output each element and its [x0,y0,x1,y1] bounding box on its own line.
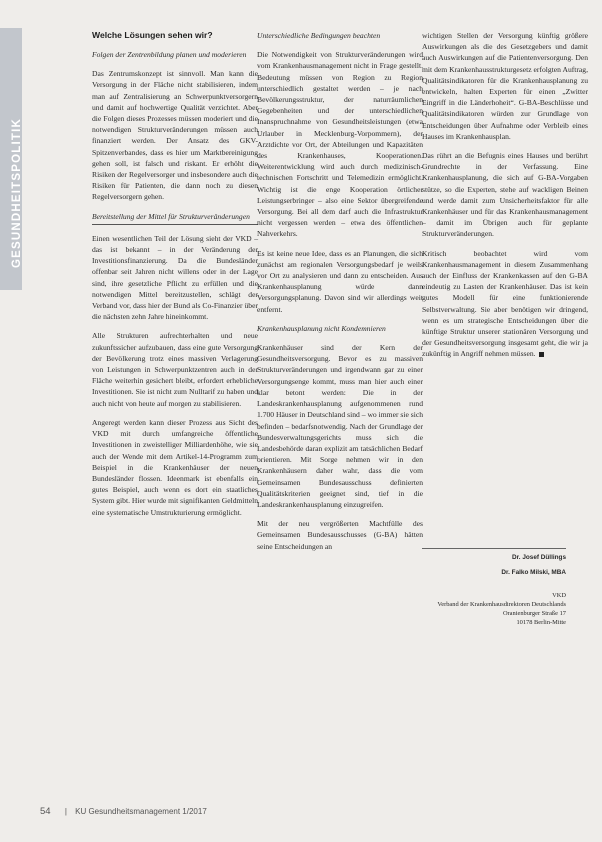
paragraph [422,248,588,360]
section-headline: Welche Lösungen sehen wir? [92,30,213,40]
paragraph: Angeregt werden kann dieser Prozess aus Sicht des VKD mit durch umfangreiche öffentliche Investitionen in zweistelliger Milliardenhöhe, wie sie auch der Wende mit dem Artikel-14-Programm zum Beispiel in die Krankenhäuser der neuen Bundesländer flossen. Ideenmark ist ebenfalls ein gutes Beispiel, auch wenn es dort ein staatliches System gibt. Hier wurde mit signifikanten Geldmitteln eine systematische Umstrukturierung ermöglicht. [92,417,258,517]
paragraph: Einen wesentlichen Teil der Lösung sieht der VKD – das ist bekannt – in der Veränderung der Investitionsfinanzierung. Da die Bundesländer offenbar seit Jahren nicht willens oder in der Lage sind, ihre gesetzliche Pflicht zu erfüllen und die notwendigen Mittel bereitzustellen, schlägt der Verband vor, dass hier der Bund als Co-Finanzier über die nächsten zehn Jahre hineinkommt. [92,233,258,322]
organization-short: VKD [552,592,566,599]
section-subhead: Bereitstellung der Mittel für Strukturveränderungen [92,211,258,225]
text-column-1 [92,30,258,526]
paragraph: Die Notwendigkeit von Strukturveränderungen wird vom Krankenhausmanagement nicht in Frage gestellt. Bedeutung müssen von Region zu Region unterschiedlich gestaltet werden – je nach Bevölkerungsstruktur, der naturräumlichen Gegebenheiten und der unterschiedlichen Inanspruchnahme von Gesundheitsleistungen (etwa Urlauber in Mecklenburg-Vorpommern), der Arztdichte vor Ort, der Abteilungen und Kapazitäten des Krankenhauses, Kooperationen. Weiterentwicklung wird auch durch medizinisch-technischen Fortschritt und Telemedizin ermöglicht. Wichtig ist die enge Kooperation örtlicher Leistungserbringer – also eine Sektor übergreifende Versorgung. Bei all dem darf auch die Infrastruktur nicht vergessen werden – etwa des öffentlichen Nahverkehrs. [257,50,423,239]
author-name: Dr. Josef Düllings [512,554,566,561]
paragraph: Mit der neu vergrößerten Machtfülle des Gemeinsamen Bundesausschusses (G-BA) hätten seine Entscheidungen an [257,519,423,551]
footer-divider: | [64,807,67,816]
section-tab-label: GESUNDHEITSPOLITIK [11,117,23,268]
section-subhead: Unterschiedliche Bedingungen beachten [257,31,381,40]
organization-city: 10178 Berlin-Mitte [516,619,566,626]
text-column-2 [257,30,423,560]
paragraph: wichtigen Stellen der Versorgung künftig größere Auswirkungen als die des Gesetzgebers und damit auch Auswirkungen auf die Patientenversorgung. Den mit dem Krankenhausstrukturgesetz erfolgten Auftrag, Qualitätsindikatoren für die Krankenhausplanung zu entwickeln, halten Experten für einen „Zwitter Eingriff in die Länderhoheit“. G-BA-Beschlüsse und Qualitätsindikatoren würden zur Grundlage von Entscheidungen über Aufnahme oder Verbleib eines Hauses im Krankenhausplan. [422,31,588,141]
paragraph: Krankenhäuser sind der Kern der Gesundheitsversorgung. Bevor es zu massiven Strukturveränderungen und irgendwann gar zu einer Versorgungsenge kommt, muss man hier auch einer klar betont werden: Die in der Landeskrankenhausplanung aufgenommenen rund 1.700 Häuser in Deutschland sind – wo immer sie sich befinden – bedarfsnotwendig. Nach der Grundlage der Bundesverwaltungsgerichts muss sich die Landesbehörde daran explizit am tatsächlichen Bedarf orientieren. Mit Sorge nehmen wir in den Krankenhäusern daher wahr, dass die vom Gemeinsamen Bundesausschuss definierten Qualitätskriterien geeignet sind, tief in die Landeskrankenhausplanung einzugreifen. [257,343,423,509]
end-of-article-mark [539,352,544,357]
spacer [422,583,566,591]
section-subhead: Krankenhausplanung nicht Kondemnieren [257,323,386,333]
paragraph: Es ist keine neue Idee, dass es an Planungen, die sich zunächst am regionalen Versorgungsbedarf je weils vor Ort zu analysieren und dann zu entscheiden. Aus Krankenhausplanung würde dann Versorgungsplanung. Davon sind wir allerdings weit entfernt. [257,248,423,314]
paragraph: Alle Strukturen aufrechterhalten und neue zukunftssicher aufzubauen, dass eine gute Versorgung der Bevölkerung trotz eines massiven Verlagerung von Leistungen in Schwerpunktzentren auch in der Fläche weiterhin gesichert bleibt, erfordert erhebliche Investitionen. Sie ist nicht zum Nulltarif zu haben und auch nicht von heute auf morgen zu stabilisieren. [92,331,258,408]
author-credits [422,548,566,627]
paragraph: Das Zentrumskonzept ist sinnvoll. Man kann die Versorgung in der Fläche nicht stabilisieren, indem man auf Zentralisierung an Schwerpunktversorgern und damit auf hochwertige Qualität verzichtet. Aber die Folgen dieses Prozesses müssen moderiert und die notwendigen Strukturveränderungen müssen auch finanziert werden. Der Ansatz des GKV-Spitzenverbandes, dass es hier um Marktbereinigung gehen soll, ist falsch und riskant. Er erhöht die Risiken der Regelversorger und insbesondere auch die Risiken für Patienten, die dann noch zu diesen Regelversorgern gehen. [92,69,258,202]
paragraph-text: Kritisch beobachtet wird vom Krankenhausmanagement in diesem Zusammenhang auch der Einfluss der Krankenkassen auf den G-BA eindeutig zu Lasten der Krankenhäuser. Das ist kein gutes Modell für eine funktionierende Selbstverwaltung. Sie aber benötigen wir dringend, wenn es um strategische Entscheidungen über die künftige Struktur unserer stationären Versorgung und der Gesundheitsversorgung insgesamt geht, die wir ja zukünftig in Angriff nehmen müssen. [422,248,588,359]
page-footer [40,806,207,817]
page-number: 54 [40,806,51,817]
organization-address: Oranienburger Straße 17 [502,610,566,617]
paragraph: Das rührt an die Befugnis eines Hauses und berührt Grundrechte in der Verfassung. Eine Krankenhausplanung, die sich auf G-BA-Vorgaben stütze, so die Experten, stehe auf wackligen Beinen und werde damit zum Unsicherheitsfaktor für alle Krankenhäuser und für das Krankenhausmanagement – damit im Übrigen auch für geplante Strukturveränderungen. [422,151,588,239]
section-subhead: Folgen der Zentrenbildung planen und moderieren [92,50,247,59]
organization-name: Verband der Krankenhausdirektoren Deutschlands [437,601,566,608]
publication-name: KU Gesundheitsmanagement 1/2017 [75,807,207,816]
author-name: Dr. Falko Milski, MBA [501,569,566,576]
text-column-3 [422,30,588,368]
